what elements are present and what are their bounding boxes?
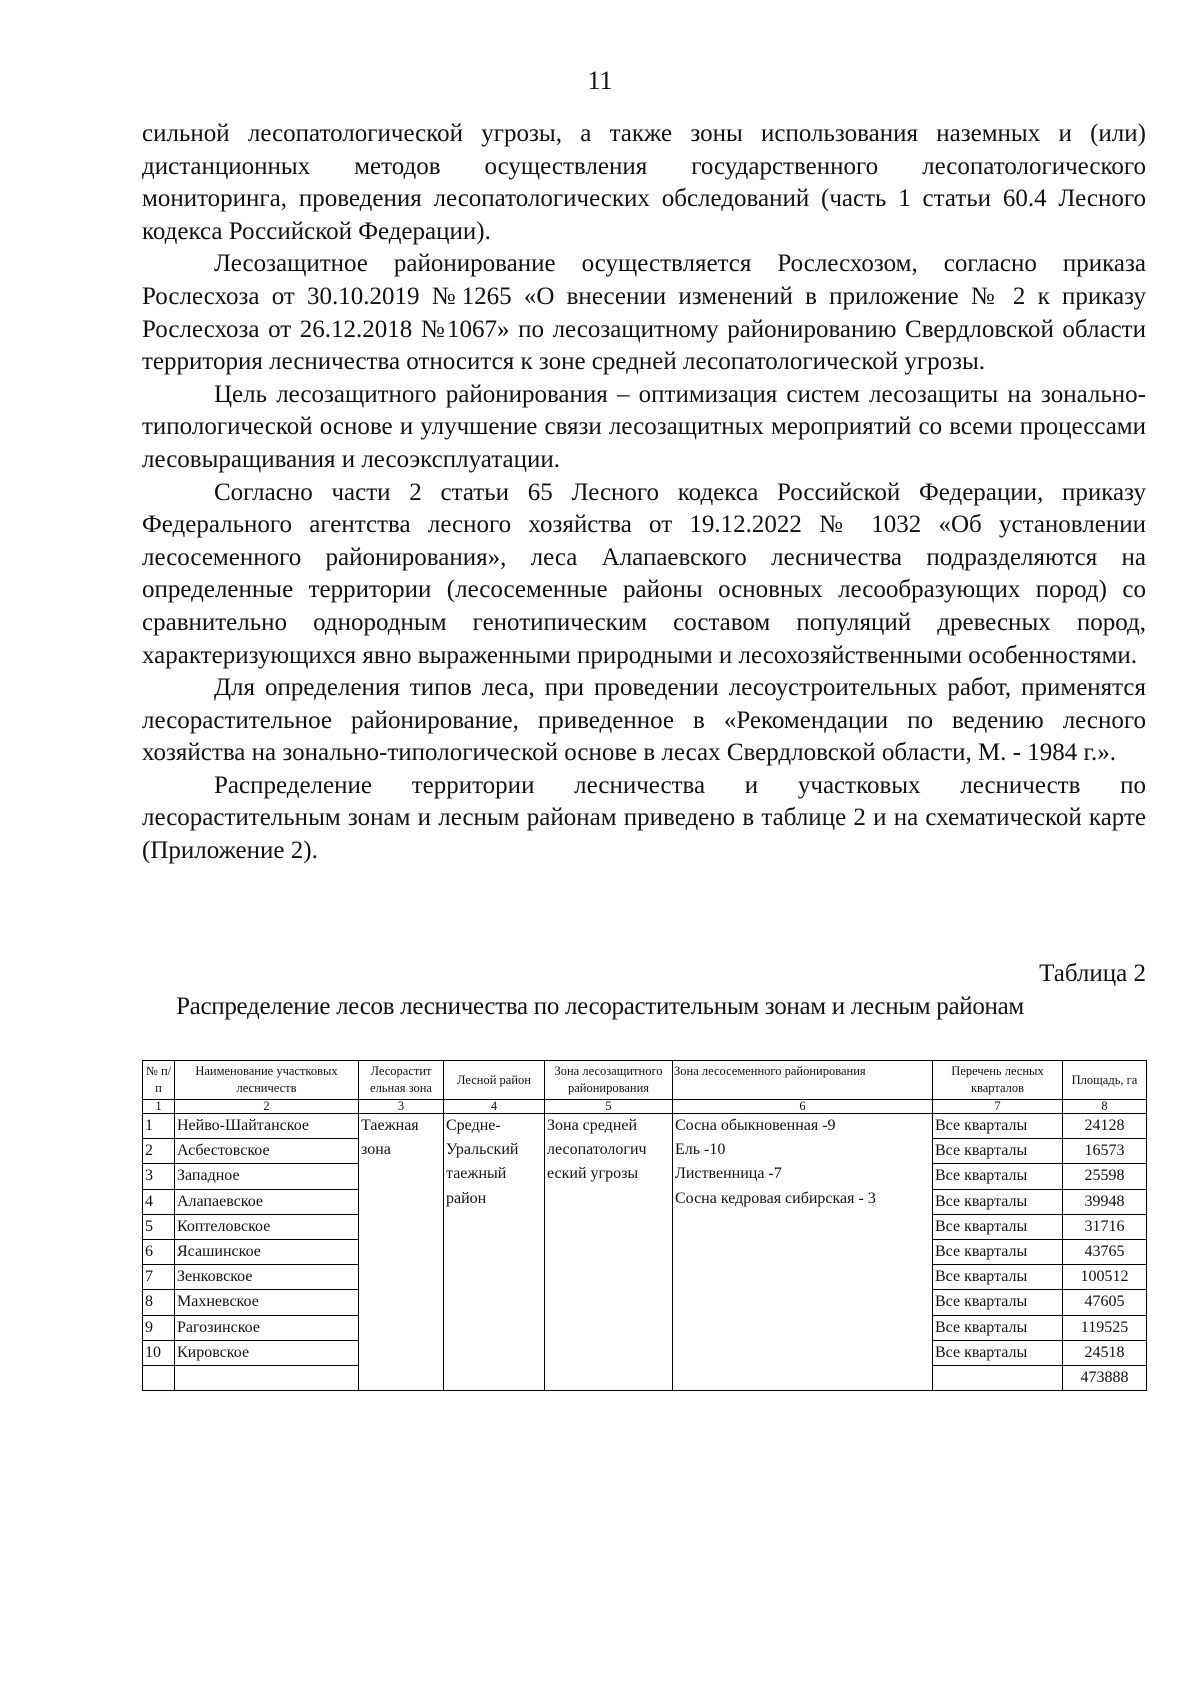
forestry-name: Асбестовское bbox=[175, 1139, 359, 1164]
column-number: 3 bbox=[359, 1100, 444, 1114]
forest-distribution-table bbox=[142, 1060, 1147, 1391]
quarters-list: Все кварталы bbox=[933, 1164, 1063, 1189]
paragraph: Распределение территории лесничества и участковых лесничеств по лесорастительным зонам и лесным районам приведено в таблице 2 и на схематической карте (Приложение 2). bbox=[142, 771, 1146, 865]
column-number: 6 bbox=[673, 1100, 933, 1114]
empty-cell bbox=[143, 1366, 175, 1391]
area-value: 24518 bbox=[1063, 1340, 1147, 1365]
area-value: 31716 bbox=[1063, 1214, 1147, 1239]
empty-cell bbox=[933, 1366, 1063, 1391]
header-seed-zone: Зона лесосеменного районирования bbox=[673, 1061, 933, 1100]
forestry-name: Нейво-Шайтанское bbox=[175, 1114, 359, 1139]
column-number: 2 bbox=[175, 1100, 359, 1114]
header-area: Площадь, га bbox=[1063, 1061, 1147, 1100]
paragraph: Для определения типов леса, при проведении лесоустроительных работ, применятся лесорастительное районирование, приведенное в «Рекомендации по ведению лесного хозяйства на зонально-типологической основе в лесах Свердловской области, М. - 1984 г.». bbox=[142, 674, 1146, 767]
forestry-name: Ясашинское bbox=[175, 1240, 359, 1265]
quarters-list: Все кварталы bbox=[933, 1214, 1063, 1239]
column-number: 1 bbox=[143, 1100, 175, 1114]
forestry-name: Коптеловское bbox=[175, 1214, 359, 1239]
quarters-list: Все кварталы bbox=[933, 1290, 1063, 1315]
page-number: 11 bbox=[587, 66, 613, 95]
area-value: 16573 bbox=[1063, 1139, 1147, 1164]
merged-zone: Таежная зона bbox=[359, 1114, 444, 1391]
header-district: Лесной район bbox=[444, 1061, 545, 1100]
table-row bbox=[143, 1114, 1147, 1139]
merged-district: Средне- Уральский таежный район bbox=[444, 1114, 545, 1391]
row-number: 3 bbox=[143, 1164, 175, 1189]
row-number: 8 bbox=[143, 1290, 175, 1315]
table-caption: Таблица 2 bbox=[1039, 960, 1146, 987]
paragraph: Цель лесозащитного районирования – оптимизация систем лесозащиты на зонально-типологической основе и улучшение связи лесозащитных мероприятий со всеми процессами лесовыращивания и лесоэксплуатации. bbox=[142, 380, 1146, 473]
column-number: 5 bbox=[545, 1100, 673, 1114]
paragraph: сильной лесопатологической угрозы, а также зоны использования наземных и (или) дистанционных методов осуществления государственного лесопатологического мониторинга, проведения лесопатологических обследований (часть 1 статьи 60.4 Лесного кодекса Российской Федерации). bbox=[142, 120, 1146, 245]
column-number: 7 bbox=[933, 1100, 1063, 1114]
merged-seed-zone: Сосна обыкновенная -9 Ель -10 Лиственница -7 Сосна кедровая сибирская - 3 bbox=[673, 1114, 933, 1391]
merged-protection-zone: Зона средней лесопатологич еский угрозы bbox=[545, 1114, 673, 1391]
forestry-name: Зенковское bbox=[175, 1265, 359, 1290]
quarters-list: Все кварталы bbox=[933, 1240, 1063, 1265]
header-number: № п/п bbox=[143, 1061, 175, 1100]
quarters-list: Все кварталы bbox=[933, 1114, 1063, 1139]
body-text bbox=[142, 118, 1146, 868]
row-number: 2 bbox=[143, 1139, 175, 1164]
row-number: 7 bbox=[143, 1265, 175, 1290]
forestry-name: Западное bbox=[175, 1164, 359, 1189]
quarters-list: Все кварталы bbox=[933, 1265, 1063, 1290]
column-number: 4 bbox=[444, 1100, 545, 1114]
paragraph: Согласно части 2 статьи 65 Лесного кодекса Российской Федерации, приказу Федерального агентства лесного хозяйства от 19.12.2022 № 1032 «Об установлении лесосеменного районирования», леса Алапаевского лесничества подразделяются на определенные территории (лесосеменные районы основных лесообразующих пород) со сравнительно однородным генотипическим составом популяций древесных пород, характеризующихся явно выраженными природными и лесохозяйственными особенностями. bbox=[142, 478, 1146, 669]
forestry-name: Махневское bbox=[175, 1290, 359, 1315]
forestry-name: Алапаевское bbox=[175, 1189, 359, 1214]
area-value: 24128 bbox=[1063, 1114, 1147, 1139]
quarters-list: Все кварталы bbox=[933, 1189, 1063, 1214]
quarters-list: Все кварталы bbox=[933, 1340, 1063, 1365]
empty-cell bbox=[175, 1366, 359, 1391]
row-number: 1 bbox=[143, 1114, 175, 1139]
paragraph: Лесозащитное районирование осуществляется Рослесхозом, согласно приказа Рослесхоза от 30.10.2019 №1265 «О внесении изменений в приложение № 2 к приказу Рослесхоза от 26.12.2018 №1067» по лесозащитному районированию Свердловской области территория лесничества относится к зоне средней лесопатологической угрозы. bbox=[142, 250, 1146, 376]
row-number: 6 bbox=[143, 1240, 175, 1265]
table-title: Распределение лесов лесничества по лесорастительным зонам и лесным районам bbox=[176, 993, 1024, 1020]
header-protection-zone: Зона лесозащитного районирования bbox=[545, 1061, 673, 1100]
area-value: 47605 bbox=[1063, 1290, 1147, 1315]
header-row bbox=[143, 1061, 1147, 1100]
forestry-name: Кировское bbox=[175, 1340, 359, 1365]
area-value: 100512 bbox=[1063, 1265, 1147, 1290]
total-area: 473888 bbox=[1063, 1366, 1147, 1391]
area-value: 119525 bbox=[1063, 1315, 1147, 1340]
header-quarters: Перечень лесных кварталов bbox=[933, 1061, 1063, 1100]
quarters-list: Все кварталы bbox=[933, 1139, 1063, 1164]
row-number: 5 bbox=[143, 1214, 175, 1239]
header-zone: Лесорастит ельная зона bbox=[359, 1061, 444, 1100]
column-numbers-row bbox=[143, 1100, 1147, 1114]
area-value: 25598 bbox=[1063, 1164, 1147, 1189]
quarters-list: Все кварталы bbox=[933, 1315, 1063, 1340]
row-number: 9 bbox=[143, 1315, 175, 1340]
column-number: 8 bbox=[1063, 1100, 1147, 1114]
row-number: 4 bbox=[143, 1189, 175, 1214]
area-value: 39948 bbox=[1063, 1189, 1147, 1214]
row-number: 10 bbox=[143, 1340, 175, 1365]
header-name: Наименование участковых лесничеств bbox=[175, 1061, 359, 1100]
forestry-name: Рагозинское bbox=[175, 1315, 359, 1340]
area-value: 43765 bbox=[1063, 1240, 1147, 1265]
